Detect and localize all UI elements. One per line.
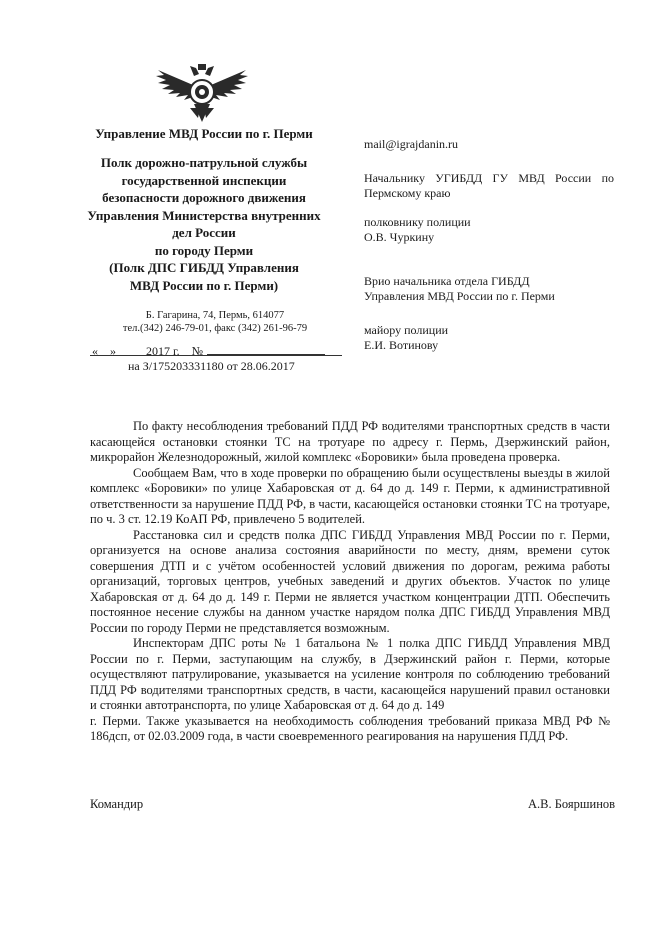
signatory-title: Командир <box>90 797 144 811</box>
regiment-title-line: дел России <box>172 225 236 240</box>
recipient-line: Начальнику УГИБДД ГУ МВД России по <box>364 171 614 185</box>
recipient-line: Управления МВД России по г. Перми <box>364 289 555 303</box>
number-blank-line <box>207 343 325 355</box>
recipient-block-4 <box>364 323 448 353</box>
recipient-line: Пермскому краю <box>364 186 451 200</box>
recipient-block-3 <box>364 274 555 304</box>
recipient-block-2 <box>364 215 471 245</box>
reference-line: на З/175203331180 от 28.06.2017 <box>128 359 295 373</box>
date-number-text: « » 2017 г. № <box>92 344 204 358</box>
regiment-title-line: Полк дорожно-патрульной службы <box>100 155 308 170</box>
regiment-title-line: Управления Министерства внутренних <box>87 207 321 223</box>
regiment-title-line: государственной инспекции <box>121 172 287 188</box>
recipient-line: О.В. Чуркину <box>364 230 435 244</box>
body-paragraph: По факту несоблюдения требований ПДД РФ водителями транспортных средств в части касающейся остановки стоянки ТС на тротуаре по адресу г. Пермь, Дзержинский район, микрорайон Железнодорожный, жилой комплекс «Боровики» была проведена проверка. <box>90 419 610 464</box>
outgoing-date-number <box>92 343 325 359</box>
recipient-line: майору полиции <box>364 323 449 337</box>
divider <box>90 355 342 356</box>
regiment-title-line: МВД России по г. Перми) <box>129 277 279 293</box>
regiment-title-line: (Полк ДПС ГИБДД Управления <box>109 260 299 275</box>
recipient-line: Врио начальника отдела ГИБДД <box>364 274 530 288</box>
recipient-line: полковнику полиции <box>364 215 471 229</box>
contact-block <box>90 309 340 335</box>
recipient-block-1 <box>364 171 614 201</box>
department-title: Управление МВД России по г. Перми <box>95 126 313 141</box>
body-paragraph: г. Перми. Также указывается на необходимость соблюдения требований приказа МВД РФ № 186дсп, от 02.03.2009 года, в части своевременного реагирования на нарушения ПДД РФ. <box>90 713 610 743</box>
body-paragraph: Инспекторам ДПС роты № 1 батальона № 1 полка ДПС ГИБДД Управления МВД России по г. Перми, заступающим на службу, в Дзержинский район г. Перми, которые осуществляют патрулирование, указывается на усиление контроля по соблюдению требований ПДД РФ водителями транспортных средств, в части, касающейся нарушений правил остановки и стоянки автотранспорта, по улице Хабаровская от д. 64 до д. 149 <box>90 636 610 712</box>
body-paragraph: Расстановка сил и средств полка ДПС ГИБДД Управления МВД России по г. Перми, организуется на основе анализа состояния аварийности по месту, дням, времени суток совершения ДТП и с учётом особенностей условий движения по дорогам, режима работы организаций, торговых центров, учебных заведений и других объектов. Участок по улице Хабаровская от д. 64 до д. 149 г. Перми не является участком концентрации ДТП. Обеспечить постоянное несение службы на данном участке нарядом полка ДПС ГИБДД Управления МВД России по городу Перми не представляется возможным. <box>90 527 610 635</box>
signatory-name: А.В. Бояршинов <box>528 797 616 811</box>
postal-address: Б. Гагарина, 74, Пермь, 614077 <box>145 310 285 321</box>
regiment-title-line: безопасности дорожного движения <box>102 190 306 205</box>
regiment-title-block <box>68 154 340 294</box>
letter-body <box>90 419 610 745</box>
email-address: mail@igrajdanin.ru <box>364 137 459 151</box>
body-paragraph: Сообщаем Вам, что в ходе проверки по обращению были осуществлены выезды в жилой комплекс «Боровики» по улице Хабаровская от д. 64 до д. 149 г. Перми, к административной ответственности за нарушение ПДД РФ, в части, касающейся остановки стоянки ТС на тротуаре, по ч. 3 ст. 12.19 КоАП РФ, привлечено 5 водителей. <box>90 465 610 526</box>
regiment-title-line: по городу Перми <box>154 242 254 258</box>
phone-fax: тел.(342) 246-79-01, факс (342) 261-96-79 <box>122 323 308 334</box>
recipient-line: Е.И. Вотинову <box>364 338 439 352</box>
mvd-eagle-emblem-icon <box>154 58 250 126</box>
